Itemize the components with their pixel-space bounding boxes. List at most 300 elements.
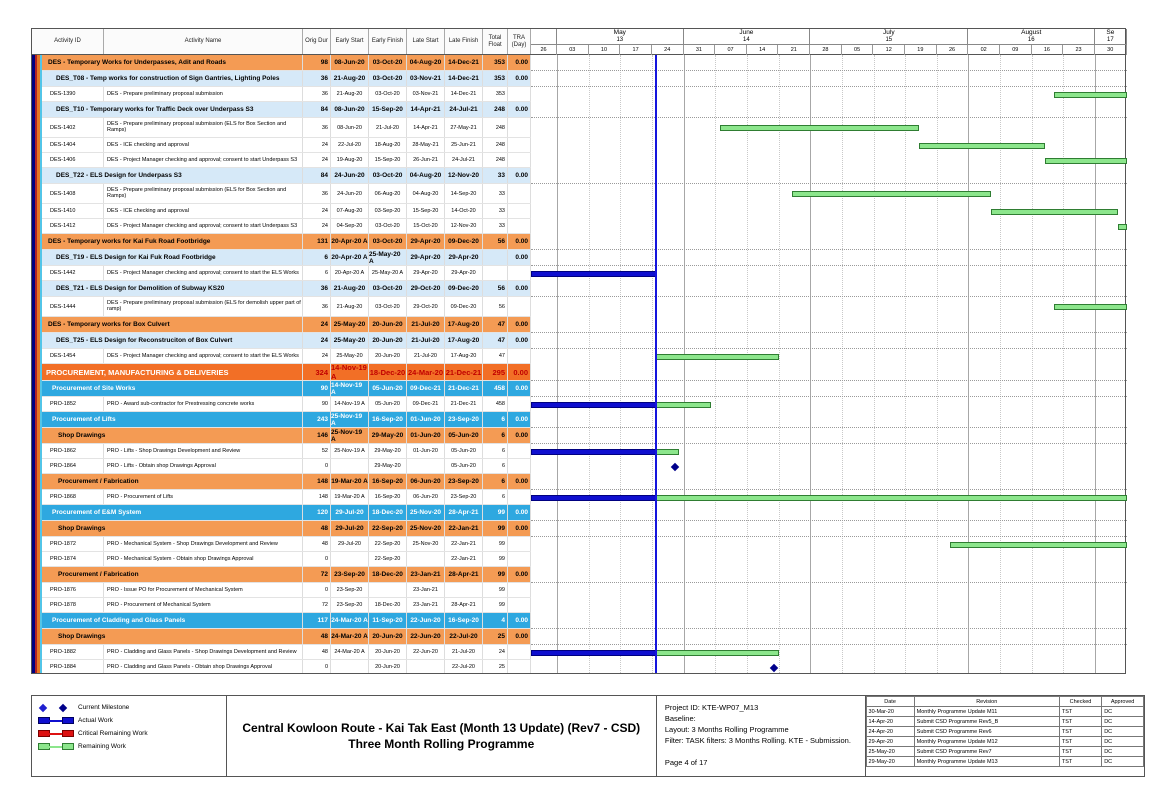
- table-row-pro-1876[interactable]: [32, 583, 531, 598]
- cell: [369, 583, 407, 597]
- cell: 28-Apr-21: [445, 505, 483, 520]
- gantt-bar-remaining[interactable]: [656, 354, 778, 360]
- cell: DES_T10 - Temporary works for Traffic Deck over Underpass S3: [42, 102, 303, 117]
- table-row[interactable]: [32, 250, 531, 266]
- cell: 16-Sep-20: [369, 490, 407, 504]
- revision-cell: 25-May-20: [866, 747, 914, 757]
- cell: [508, 87, 531, 101]
- table-row-des-1444[interactable]: [32, 297, 531, 317]
- cell: DES - Prepare preliminary proposal submission (ELS for Box Section and Ramps): [104, 184, 303, 203]
- cell: DES - Project Manager checking and approval; consent to start the ELS Works: [104, 266, 303, 280]
- cell: 25-May-20 A: [369, 266, 407, 280]
- table-row[interactable]: [32, 474, 531, 490]
- cell: 6: [303, 266, 331, 280]
- footer-band: [31, 695, 1145, 777]
- cell: DES - Project Manager checking and approval; consent to start Underpass S3: [104, 219, 303, 233]
- cell: 25-Nov-20: [407, 521, 445, 536]
- table-row-pro-1878[interactable]: [32, 598, 531, 613]
- month-header-May: May 13: [557, 29, 684, 45]
- cell: 117: [303, 613, 331, 628]
- cell: 6: [483, 412, 508, 427]
- cell: 18-Dec-20: [369, 567, 407, 582]
- legend-item: [38, 714, 226, 727]
- cell: 06-Aug-20: [369, 184, 407, 203]
- gantt-row-des-1408[interactable]: [531, 184, 1127, 204]
- cell: 48: [303, 629, 331, 644]
- gantt-row[interactable]: [531, 428, 1127, 444]
- gantt-row-pro-1868[interactable]: [531, 490, 1127, 505]
- table-row-des-1406[interactable]: [32, 153, 531, 168]
- gantt-bar-remaining[interactable]: [720, 125, 919, 131]
- cell: 21-Dec-21: [445, 364, 483, 380]
- cell: 99: [483, 598, 508, 612]
- cell: 6: [303, 250, 331, 265]
- revision-cell: Monthly Programme Update M13: [914, 757, 1059, 767]
- title-block: [227, 696, 657, 776]
- table-row-des-1412[interactable]: [32, 219, 531, 234]
- cell: 19-Mar-20 A: [331, 490, 369, 504]
- table-row-des-1408[interactable]: [32, 184, 531, 204]
- cell: 148: [303, 474, 331, 489]
- gantt-row-des-1442[interactable]: [531, 266, 1127, 281]
- gantt-row-des-1406[interactable]: [531, 153, 1127, 168]
- cell: DES-1408: [42, 184, 104, 203]
- cell: PRO-1878: [42, 598, 104, 612]
- gantt-row[interactable]: [531, 364, 1127, 381]
- cell: PRO - Mechanical System - Shop Drawings Development and Review: [104, 537, 303, 551]
- gantt-bar-remaining[interactable]: [656, 650, 778, 656]
- gantt-bar-actual[interactable]: [531, 402, 656, 408]
- gantt-bar-remaining[interactable]: [1118, 224, 1127, 230]
- gantt-bar-remaining[interactable]: [656, 402, 710, 408]
- week-header: 19: [905, 45, 937, 55]
- gantt-row[interactable]: [531, 250, 1127, 266]
- gantt-row[interactable]: [531, 168, 1127, 184]
- cell: [508, 219, 531, 233]
- cell: Procurement of Site Works: [42, 381, 303, 396]
- cell: 27-May-21: [445, 118, 483, 137]
- cell: 6: [483, 474, 508, 489]
- cell: 56: [483, 297, 508, 316]
- table-row[interactable]: [32, 168, 531, 184]
- cell: 33: [483, 219, 508, 233]
- revision-col-date: Date: [866, 697, 914, 707]
- gantt-row-pro-1878[interactable]: [531, 598, 1127, 613]
- cell: 52: [303, 444, 331, 458]
- cell: 14-Dec-21: [445, 87, 483, 101]
- cell: PRO-1852: [42, 397, 104, 411]
- cell: Procurement of E&M System: [42, 505, 303, 520]
- cell: 22-Jun-20: [407, 645, 445, 659]
- cell: 24: [303, 204, 331, 218]
- cell: 24: [303, 153, 331, 167]
- month-header-partial: [531, 29, 557, 45]
- table-row[interactable]: [32, 505, 531, 521]
- cell: 99: [483, 521, 508, 536]
- cell: 05-Jun-20: [445, 459, 483, 473]
- cell: 0.00: [508, 412, 531, 427]
- table-row-des-1402[interactable]: [32, 118, 531, 138]
- cell: 24: [303, 138, 331, 152]
- table-row-pro-1852[interactable]: [32, 397, 531, 412]
- gantt-row[interactable]: [531, 521, 1127, 537]
- cell: 20-Apr-20 A: [331, 250, 369, 265]
- revision-row: [866, 717, 1143, 727]
- legend-label: Remaining Work: [78, 743, 126, 750]
- cell: 19-Aug-20: [331, 153, 369, 167]
- table-row[interactable]: [32, 333, 531, 349]
- table-row-des-1404[interactable]: [32, 138, 531, 153]
- table-row[interactable]: [32, 234, 531, 250]
- cell: 21-Jul-20: [407, 317, 445, 332]
- cell: 03-Nov-21: [407, 87, 445, 101]
- gantt-bar-remaining[interactable]: [950, 542, 1127, 548]
- gantt-row[interactable]: [531, 613, 1127, 629]
- week-header: 09: [1000, 45, 1032, 55]
- cell: 24-Mar-20 A: [331, 613, 369, 628]
- cell: 24-Jul-21: [445, 153, 483, 167]
- cell: [483, 250, 508, 265]
- gantt-bar-remaining[interactable]: [656, 495, 1127, 501]
- revision-cell: TST: [1059, 737, 1101, 747]
- cell: 72: [303, 567, 331, 582]
- cell: 14-Oct-20: [445, 204, 483, 218]
- cell: 25-May-20: [331, 317, 369, 332]
- gantt-bar-actual[interactable]: [531, 495, 656, 501]
- table-row-pro-1874[interactable]: [32, 552, 531, 567]
- revision-cell: DC: [1102, 707, 1144, 717]
- milestone-icon[interactable]: [770, 663, 778, 671]
- cell: 11-Sep-20: [369, 613, 407, 628]
- gantt-row-des-1410[interactable]: [531, 204, 1127, 219]
- cell: 90: [303, 397, 331, 411]
- cell: 6: [483, 459, 508, 473]
- cell: 33: [483, 204, 508, 218]
- cell: 03-Oct-20: [369, 71, 407, 86]
- cell: 0.00: [508, 364, 531, 380]
- cell: Shop Drawings: [42, 521, 303, 536]
- cell: DES - ICE checking and approval: [104, 138, 303, 152]
- schedule-area: [31, 28, 1126, 674]
- cell: DES_T22 - ELS Design for Underpass S3: [42, 168, 303, 183]
- cell: 22-Jan-21: [445, 552, 483, 566]
- table-row-pro-1868[interactable]: [32, 490, 531, 505]
- table-row[interactable]: [32, 521, 531, 537]
- table-row[interactable]: [32, 55, 531, 71]
- cell: DES - Prepare preliminary proposal submission (ELS for demolish upper part of ramp): [104, 297, 303, 316]
- revision-cell: TST: [1059, 707, 1101, 717]
- revision-cell: TST: [1059, 727, 1101, 737]
- revision-cell: DC: [1102, 727, 1144, 737]
- gantt-row-pro-1884[interactable]: [531, 660, 1127, 673]
- table-row-des-1454[interactable]: [32, 349, 531, 364]
- cell: 23-Jan-21: [407, 583, 445, 597]
- cell: DES_T08 - Temp works for construction of Sign Gantries, Lighting Poles: [42, 71, 303, 86]
- cell: 243: [303, 412, 331, 427]
- gantt-row-pro-1864[interactable]: [531, 459, 1127, 474]
- cell: 0: [303, 583, 331, 597]
- cell: 25-Nov-19 A: [331, 444, 369, 458]
- gantt-bar-remaining[interactable]: [656, 449, 679, 455]
- gantt-row[interactable]: [531, 567, 1127, 583]
- gantt-row[interactable]: [531, 412, 1127, 428]
- cell: 84: [303, 102, 331, 117]
- cell: 29-Jul-20: [331, 537, 369, 551]
- cell: DES - Prepare preliminary proposal submission: [104, 87, 303, 101]
- table-row-pro-1872[interactable]: [32, 537, 531, 552]
- week-header: 26: [531, 45, 557, 55]
- cell: 248: [483, 102, 508, 117]
- gantt-row-des-1454[interactable]: [531, 349, 1127, 364]
- cell: PROCUREMENT, MANUFACTURING & DELIVERIES: [42, 364, 303, 380]
- table-row-des-1390[interactable]: [32, 87, 531, 102]
- cell: 99: [483, 537, 508, 551]
- cell: PRO-1882: [42, 645, 104, 659]
- cell: DES-1390: [42, 87, 104, 101]
- gantt-row[interactable]: [531, 317, 1127, 333]
- cell: Shop Drawings: [42, 428, 303, 443]
- cell: DES-1404: [42, 138, 104, 152]
- activity-table-header: [32, 29, 531, 55]
- revision-row: [866, 737, 1143, 747]
- gantt-bar-actual[interactable]: [531, 449, 656, 455]
- cell: 21-Jul-20: [407, 349, 445, 363]
- cell: 48: [303, 645, 331, 659]
- cell: [331, 459, 369, 473]
- cell: 28-Apr-21: [445, 598, 483, 612]
- gantt-bar-actual[interactable]: [531, 271, 656, 277]
- cell: 56: [483, 281, 508, 296]
- gantt-row-des-1404[interactable]: [531, 138, 1127, 153]
- bar-blue-icon: [38, 716, 78, 725]
- revision-cell: Submit CSD Programme Rev6: [914, 727, 1059, 737]
- cell: 22-Jul-20: [445, 629, 483, 644]
- column-header-orig-dur: Orig Dur: [303, 29, 331, 54]
- cell: 23-Sep-20: [331, 583, 369, 597]
- cell: 0: [303, 660, 331, 673]
- gantt-bar-remaining[interactable]: [919, 143, 1046, 149]
- gantt-bar-remaining[interactable]: [1054, 304, 1127, 310]
- gantt-row[interactable]: [531, 71, 1127, 87]
- cell: 72: [303, 598, 331, 612]
- cell: 06-Jun-20: [407, 490, 445, 504]
- gantt-row[interactable]: [531, 474, 1127, 490]
- cell: 4: [483, 613, 508, 628]
- week-header: 14: [747, 45, 779, 55]
- table-row-des-1442[interactable]: [32, 266, 531, 281]
- table-row[interactable]: [32, 102, 531, 118]
- cell: 21-Aug-20: [331, 71, 369, 86]
- gantt-bar-remaining[interactable]: [1054, 92, 1127, 98]
- gantt-bar-remaining[interactable]: [792, 191, 991, 197]
- cell: 23-Sep-20: [445, 474, 483, 489]
- week-header: 24: [652, 45, 684, 55]
- table-row-des-1410[interactable]: [32, 204, 531, 219]
- cell: 25-May-20: [331, 333, 369, 348]
- revision-row: [866, 747, 1143, 757]
- wbs-color-stripes: [32, 55, 42, 673]
- gantt-row[interactable]: [531, 333, 1127, 349]
- cell: 33: [483, 168, 508, 183]
- cell: 22-Jan-21: [445, 537, 483, 551]
- cell: 05-Jun-20: [369, 397, 407, 411]
- gantt-row[interactable]: [531, 381, 1127, 397]
- cell: DES-1442: [42, 266, 104, 280]
- cell: 18-Dec-20: [369, 364, 407, 380]
- gantt-bar-remaining[interactable]: [1045, 158, 1127, 164]
- gantt-row-des-1402[interactable]: [531, 118, 1127, 138]
- gantt-bar-actual[interactable]: [531, 650, 656, 656]
- cell: 0.00: [508, 428, 531, 443]
- cell: Procurement / Fabrication: [42, 567, 303, 582]
- table-row[interactable]: [32, 629, 531, 645]
- cell: [331, 660, 369, 673]
- table-row[interactable]: [32, 364, 531, 381]
- gantt-row[interactable]: [531, 281, 1127, 297]
- cell: 17-Aug-20: [445, 333, 483, 348]
- column-header-early-finish: Early Finish: [369, 29, 407, 54]
- cell: [508, 118, 531, 137]
- cell: 0.00: [508, 521, 531, 536]
- cell: 99: [483, 583, 508, 597]
- gantt-row-des-1390[interactable]: [531, 87, 1127, 102]
- cell: 05-Jun-20: [445, 428, 483, 443]
- table-row-pro-1864[interactable]: [32, 459, 531, 474]
- cell: 0.00: [508, 333, 531, 348]
- cell: 6: [483, 444, 508, 458]
- cell: 03-Nov-21: [407, 71, 445, 86]
- gantt-row-pro-1852[interactable]: [531, 397, 1127, 412]
- legend-item: [38, 740, 226, 753]
- column-header-activity-name: Activity Name: [104, 29, 303, 54]
- cell: 148: [303, 490, 331, 504]
- cell: 09-Dec-20: [445, 297, 483, 316]
- cell: 20-Apr-20 A: [331, 234, 369, 249]
- cell: 17-Aug-20: [445, 349, 483, 363]
- gantt-bar-remaining[interactable]: [991, 209, 1118, 215]
- cell: PRO - Lifts - Obtain shop Drawings Approval: [104, 459, 303, 473]
- cell: [508, 552, 531, 566]
- cell: PRO - Procurement of Lifts: [104, 490, 303, 504]
- table-row-pro-1884[interactable]: [32, 660, 531, 673]
- table-row[interactable]: [32, 71, 531, 87]
- gantt-row[interactable]: [531, 55, 1127, 71]
- cell: [508, 660, 531, 673]
- cell: [508, 444, 531, 458]
- cell: 08-Jun-20: [331, 118, 369, 137]
- cell: 0.00: [508, 234, 531, 249]
- cell: 36: [303, 184, 331, 203]
- cell: [508, 184, 531, 203]
- cell: 18-Dec-20: [369, 598, 407, 612]
- legend-label: Critical Remaining Work: [78, 730, 148, 737]
- cell: 458: [483, 397, 508, 411]
- table-row[interactable]: [32, 381, 531, 397]
- cell: 29-Apr-20: [407, 266, 445, 280]
- table-row[interactable]: [32, 412, 531, 428]
- revision-table: [866, 696, 1144, 776]
- cell: 22-Jun-20: [407, 613, 445, 628]
- cell: PRO - Procurement of Mechanical System: [104, 598, 303, 612]
- cell: 120: [303, 505, 331, 520]
- cell: 23-Sep-20: [331, 567, 369, 582]
- gantt-row-pro-1876[interactable]: [531, 583, 1127, 598]
- gantt-row-pro-1882[interactable]: [531, 645, 1127, 660]
- cell: 14-Sep-20: [445, 184, 483, 203]
- table-row-pro-1882[interactable]: [32, 645, 531, 660]
- gantt-row-pro-1874[interactable]: [531, 552, 1127, 567]
- revision-cell: Monthly Programme Update M11: [914, 707, 1059, 717]
- gantt-row-des-1444[interactable]: [531, 297, 1127, 317]
- revision-row: [866, 757, 1143, 767]
- gantt-row[interactable]: [531, 102, 1127, 118]
- cell: DES-1402: [42, 118, 104, 137]
- cell: PRO-1864: [42, 459, 104, 473]
- cell: 24: [303, 333, 331, 348]
- cell: 25-Jun-21: [445, 138, 483, 152]
- cell: 09-Dec-21: [407, 381, 445, 396]
- cell: [508, 583, 531, 597]
- cell: DES_T19 - ELS Design for Kai Fuk Road Footbridge: [42, 250, 303, 265]
- legend: [32, 696, 227, 776]
- report-title: Central Kowloon Route - Kai Tak East (Month 13 Update) (Rev7 - CSD): [242, 721, 641, 735]
- cell: 24: [303, 349, 331, 363]
- table-row-pro-1862[interactable]: [32, 444, 531, 459]
- gantt-row[interactable]: [531, 505, 1127, 521]
- week-header: 26: [937, 45, 969, 55]
- table-row[interactable]: [32, 317, 531, 333]
- cell: 01-Jun-20: [407, 428, 445, 443]
- table-row[interactable]: [32, 567, 531, 583]
- cell: 29-Jul-20: [331, 521, 369, 536]
- gantt-row-des-1412[interactable]: [531, 219, 1127, 234]
- month-header-June: June 14: [684, 29, 811, 45]
- gantt-row[interactable]: [531, 629, 1127, 645]
- milestone-icon[interactable]: [670, 462, 678, 470]
- gantt-row-pro-1862[interactable]: [531, 444, 1127, 459]
- cell: 24-Mar-20 A: [331, 629, 369, 644]
- table-row[interactable]: [32, 428, 531, 444]
- bar-red-icon: [38, 729, 78, 738]
- cell: 0.00: [508, 55, 531, 70]
- gantt-row[interactable]: [531, 234, 1127, 250]
- gantt-row-pro-1872[interactable]: [531, 537, 1127, 552]
- cell: Shop Drawings: [42, 629, 303, 644]
- table-row[interactable]: [32, 613, 531, 629]
- month-header-July: July 15: [810, 29, 968, 45]
- cell: DES - Prepare preliminary proposal submission (ELS for Box Section and Ramps): [104, 118, 303, 137]
- gantt-body: [531, 55, 1127, 673]
- revision-row: [866, 707, 1143, 717]
- cell: [508, 598, 531, 612]
- cell: PRO-1874: [42, 552, 104, 566]
- revision-cell: DC: [1102, 717, 1144, 727]
- cell: [508, 266, 531, 280]
- week-header: 05: [842, 45, 874, 55]
- cell: PRO - Award sub-contractor for Prestressing concrete works: [104, 397, 303, 411]
- revision-cell: TST: [1059, 717, 1101, 727]
- cell: 29-Apr-20: [445, 250, 483, 265]
- cell: 24-Jul-21: [445, 102, 483, 117]
- cell: 04-Aug-20: [407, 184, 445, 203]
- cell: 353: [483, 55, 508, 70]
- cell: 05-Jun-20: [369, 381, 407, 396]
- cell: 0: [303, 552, 331, 566]
- cell: 47: [483, 317, 508, 332]
- table-row[interactable]: [32, 281, 531, 297]
- cell: 25-May-20 A: [369, 250, 407, 265]
- revision-cell: Submit CSD Programme Rev5_B: [914, 717, 1059, 727]
